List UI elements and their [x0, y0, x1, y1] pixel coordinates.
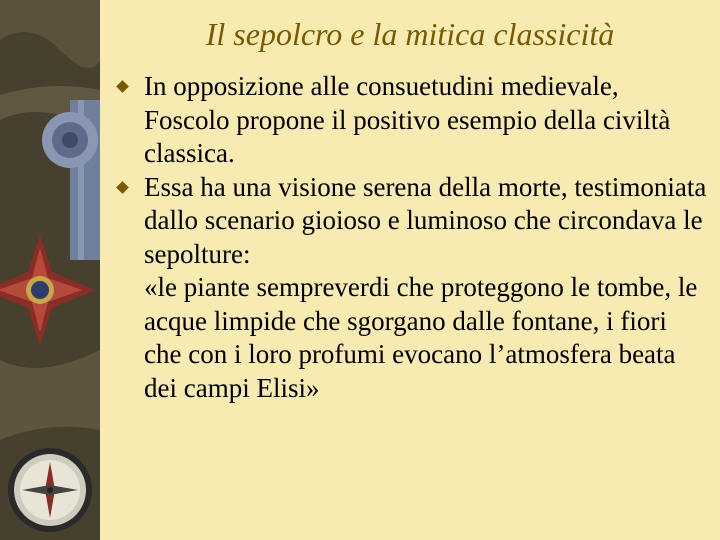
diamond-bullet-icon	[116, 80, 129, 93]
slide-title: Il sepolcro e la mitica classicità	[205, 16, 615, 52]
bullet-quote: «le piante sempreverdi che proteggono le tombe, le acque limpide che sgorgano dalle fontane, i fiori che con i loro profumi evocano l’atmosfera beata dei campi Elisi»	[144, 272, 698, 403]
bullet-text: In opposizione alle consuetudini medievale, Foscolo propone il positivo esempio della civiltà classica.	[144, 71, 671, 168]
bullet-list	[120, 70, 710, 405]
diamond-bullet-icon	[116, 181, 129, 194]
bullet-item	[120, 70, 710, 171]
bullet-item	[120, 171, 710, 406]
side-decorative-image	[0, 0, 100, 540]
bullet-text: Essa ha una visione serena della morte, testimoniata dallo scenario gioioso e luminoso che circondava le sepolture:	[144, 171, 707, 269]
medal-and-compass-image	[0, 0, 100, 540]
